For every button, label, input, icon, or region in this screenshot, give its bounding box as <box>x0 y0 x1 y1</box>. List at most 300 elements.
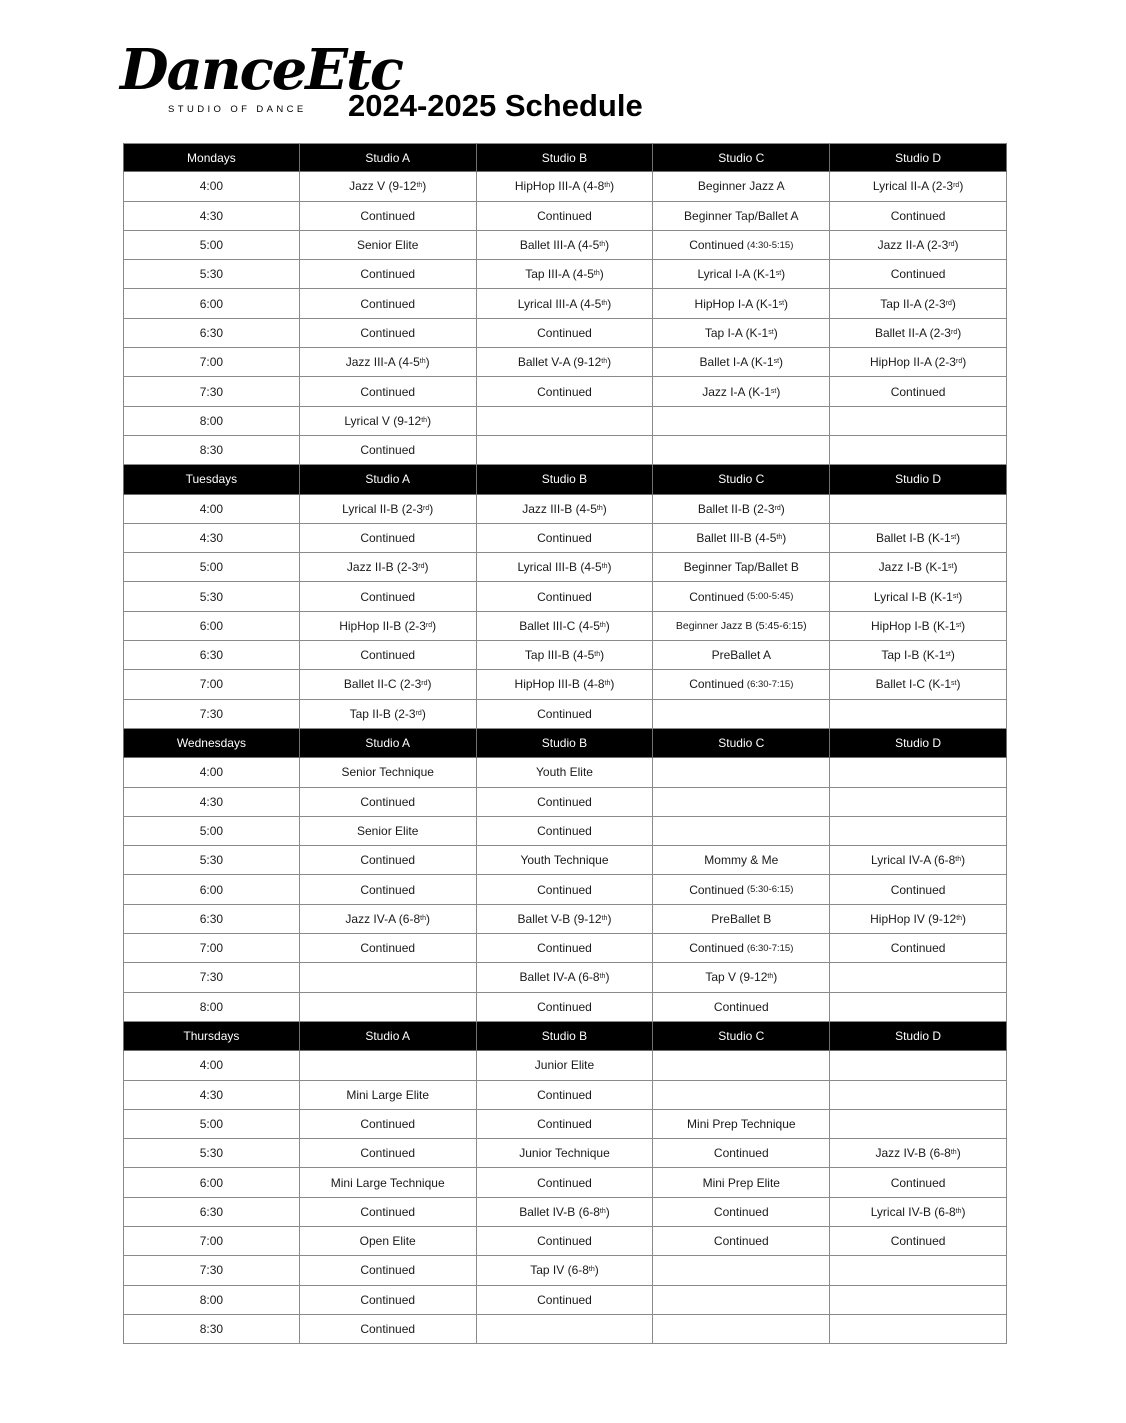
cell-text-end: ) <box>424 560 429 575</box>
class-cell: Ballet III-C (4-5 th ) <box>477 612 654 641</box>
class-cell: Tap II-A (2-3 rd ) <box>830 289 1007 318</box>
class-cell <box>300 1256 477 1285</box>
cell-text: Continued <box>360 794 416 809</box>
cell-text: 5:30 <box>199 267 224 282</box>
time-cell <box>123 1081 300 1110</box>
class-cell: Ballet II-A (2-3 rd ) <box>830 319 1007 348</box>
class-cell <box>477 436 654 465</box>
class-cell <box>477 934 654 963</box>
cell-text: Continued <box>537 823 592 838</box>
cell-text-end: ) <box>421 706 426 721</box>
class-cell <box>830 788 1007 817</box>
class-cell <box>300 436 477 465</box>
time-range-note: (6:30-7:15) <box>746 942 794 954</box>
class-cell <box>653 641 830 670</box>
class-cell <box>477 582 654 611</box>
cell-text: Tap II-B (2-3 <box>349 706 416 721</box>
schedule-row <box>123 612 1007 641</box>
class-cell <box>477 758 654 787</box>
day-header-row <box>123 465 1007 494</box>
schedule-row <box>123 817 1007 846</box>
class-cell <box>653 700 830 729</box>
class-cell <box>477 817 654 846</box>
class-cell <box>300 289 477 318</box>
studio-logo <box>120 37 402 118</box>
schedule-row <box>123 905 1007 934</box>
cell-text: Continued <box>689 589 744 604</box>
cell-text-end: ) <box>594 1263 599 1278</box>
class-cell <box>300 582 477 611</box>
cell-text-end: ) <box>425 911 430 926</box>
cell-text: Tap I-B (K-1 <box>881 648 946 663</box>
class-cell <box>830 875 1007 904</box>
class-cell <box>300 1227 477 1256</box>
class-cell <box>477 1315 654 1344</box>
schedule-row <box>123 202 1007 231</box>
day-header-row <box>123 729 1007 758</box>
class-cell <box>830 436 1007 465</box>
cell-text: HipHop III-B (4-8 <box>514 677 605 692</box>
cell-text: 7:30 <box>199 384 224 399</box>
cell-text: Continued <box>537 794 592 809</box>
cell-text: Continued <box>360 208 416 223</box>
cell-text-end: ) <box>427 677 432 692</box>
cell-text: Continued <box>890 882 946 897</box>
class-cell <box>830 377 1007 406</box>
time-range-note: (6:30-7:15) <box>746 678 794 690</box>
cell-text: Beginner Jazz A <box>697 179 785 194</box>
column-header-studio-b: Studio B <box>477 465 654 494</box>
class-cell <box>300 1081 477 1110</box>
cell-text: Continued <box>360 267 416 282</box>
cell-text: 5:00 <box>199 238 224 253</box>
cell-text-end: ) <box>951 296 956 311</box>
class-cell: Tap V (9-12 th ) <box>653 963 830 992</box>
cell-text-end: ) <box>961 618 966 633</box>
class-cell <box>653 934 830 963</box>
class-cell <box>477 1227 654 1256</box>
class-cell <box>300 202 477 231</box>
class-cell <box>653 1081 830 1110</box>
class-cell <box>830 202 1007 231</box>
class-cell <box>300 524 477 553</box>
class-cell: Lyrical II-B (2-3 rd ) <box>300 495 477 524</box>
time-cell <box>123 524 300 553</box>
cell-text-end: ) <box>962 911 967 926</box>
schedule-row <box>123 377 1007 406</box>
cell-text: 6:00 <box>199 296 224 311</box>
time-cell <box>123 641 300 670</box>
class-cell <box>653 993 830 1022</box>
time-cell <box>123 202 300 231</box>
time-cell <box>123 1198 300 1227</box>
class-cell: Tap IV (6-8 th ) <box>477 1256 654 1285</box>
class-cell <box>653 1227 830 1256</box>
cell-text: Jazz II-A (2-3 <box>877 238 949 253</box>
cell-text: Lyrical IV-B (6-8 <box>870 1204 956 1219</box>
column-header-studio-d: Studio D <box>830 1022 1007 1051</box>
class-cell: Jazz III-B (4-5 th ) <box>477 495 654 524</box>
class-cell: Ballet II-C (2-3 rd ) <box>300 670 477 699</box>
cell-text-end: ) <box>422 179 427 194</box>
cell-text: Ballet II-C (2-3 <box>343 677 422 692</box>
class-cell <box>653 1198 830 1227</box>
class-cell <box>653 875 830 904</box>
class-cell <box>830 1256 1007 1285</box>
cell-text-end: ) <box>780 501 785 516</box>
cell-text: Continued <box>890 208 946 223</box>
cell-text: Lyrical III-A (4-5 <box>517 296 602 311</box>
cell-text-end: ) <box>962 355 967 370</box>
cell-text-end: ) <box>602 501 607 516</box>
schedule-row <box>123 348 1007 377</box>
class-cell: Ballet IV-B (6-8 th ) <box>477 1198 654 1227</box>
column-header-studio-a: Studio A <box>300 143 477 172</box>
cell-text: PreBallet B <box>711 911 772 926</box>
class-cell: Tap I-A (K-1 st ) <box>653 319 830 348</box>
cell-text-end: ) <box>779 355 784 370</box>
time-cell <box>123 993 300 1022</box>
class-cell <box>830 1051 1007 1080</box>
schedule-row <box>123 553 1007 582</box>
cell-text: 6:00 <box>199 882 224 897</box>
schedule-row <box>123 875 1007 904</box>
cell-text: Tap V (9-12 <box>705 970 768 985</box>
class-cell <box>653 905 830 934</box>
class-cell <box>653 1110 830 1139</box>
cell-text: Continued <box>537 1234 592 1249</box>
cell-text: Continued <box>537 208 592 223</box>
cell-text: Lyrical II-A (2-3 <box>872 179 954 194</box>
cell-text: Continued <box>890 1234 946 1249</box>
cell-text-end: ) <box>776 384 781 399</box>
cell-text: Youth Elite <box>536 765 593 780</box>
cell-text: Continued <box>360 325 416 340</box>
cell-text-end: ) <box>605 1204 610 1219</box>
cell-text: Ballet I-B (K-1 <box>876 531 951 545</box>
schedule-row <box>123 289 1007 318</box>
class-cell <box>653 553 830 582</box>
cell-text-end: ) <box>605 970 610 985</box>
cell-text: Continued <box>537 999 592 1014</box>
time-cell <box>123 846 300 875</box>
cell-text: Tap III-B (4-5 <box>524 648 595 663</box>
schedule-row <box>123 788 1007 817</box>
class-cell: Lyrical III-B (4-5 th ) <box>477 553 654 582</box>
cell-text: Continued <box>713 1234 769 1249</box>
class-cell: Ballet IV-A (6-8 th ) <box>477 963 654 992</box>
class-cell <box>477 1081 654 1110</box>
cell-text: 5:00 <box>199 823 224 838</box>
class-cell <box>653 758 830 787</box>
time-cell <box>123 1315 300 1344</box>
cell-text: HipHop I-A (K-1 <box>694 296 779 311</box>
class-cell <box>830 1227 1007 1256</box>
cell-text-end: ) <box>956 1146 961 1161</box>
cell-text: Senior Elite <box>357 238 419 253</box>
column-header-time: Mondays <box>123 143 300 172</box>
cell-text: Jazz IV-A (6-8 <box>345 911 421 926</box>
class-cell <box>830 758 1007 787</box>
cell-text: 7:30 <box>199 970 224 985</box>
class-cell <box>830 1286 1007 1315</box>
cell-text: Continued <box>360 443 416 458</box>
cell-text: Continued <box>360 1322 416 1337</box>
column-header-studio-c: Studio C <box>653 143 830 172</box>
column-header-studio-a: Studio A <box>300 729 477 758</box>
class-cell: Ballet I-C (K-1 st ) <box>830 670 1007 699</box>
class-cell: Lyrical IV-B (6-8 th ) <box>830 1198 1007 1227</box>
time-cell <box>123 1256 300 1285</box>
logo-wordmark: DanceEtc <box>120 37 402 103</box>
cell-text-end: ) <box>956 677 961 692</box>
cell-text: 4:00 <box>199 179 224 194</box>
class-cell <box>477 788 654 817</box>
class-cell: HipHop I-B (K-1 st ) <box>830 612 1007 641</box>
schedule-row <box>123 846 1007 875</box>
class-cell <box>830 495 1007 524</box>
cell-text: Continued <box>689 238 744 253</box>
class-cell <box>830 934 1007 963</box>
class-cell: Jazz I-A (K-1 st ) <box>653 377 830 406</box>
cell-text: Beginner Tap/Ballet B <box>683 560 799 575</box>
cell-text: Junior Elite <box>534 1058 595 1073</box>
class-cell: Lyrical III-A (4-5 th ) <box>477 289 654 318</box>
cell-text: 4:00 <box>199 1058 224 1073</box>
cell-text: Jazz II-B (2-3 <box>346 560 419 575</box>
class-cell <box>653 612 830 641</box>
class-cell <box>653 670 830 699</box>
column-header-studio-d: Studio D <box>830 143 1007 172</box>
class-cell <box>830 407 1007 436</box>
cell-text: Continued <box>360 882 416 897</box>
class-cell <box>653 1315 830 1344</box>
column-header-studio-c: Studio C <box>653 1022 830 1051</box>
cell-text: HipHop IV (9-12 <box>870 911 957 926</box>
cell-text: Continued <box>689 941 744 956</box>
logo-tagline: STUDIO OF DANCE <box>168 104 307 115</box>
cell-text: Continued <box>689 882 744 897</box>
cell-text: Ballet II-A (2-3 <box>874 325 951 340</box>
cell-text: 7:30 <box>199 706 224 721</box>
cell-text: 8:00 <box>199 999 224 1014</box>
cell-text-end: ) <box>950 648 955 663</box>
class-cell <box>300 1110 477 1139</box>
time-cell <box>123 758 300 787</box>
time-cell <box>123 788 300 817</box>
cell-text-end: ) <box>605 618 610 633</box>
schedule-row <box>123 641 1007 670</box>
cell-text: Continued <box>360 296 416 311</box>
cell-text-end: ) <box>957 325 962 340</box>
class-cell <box>477 377 654 406</box>
class-cell: Ballet I-A (K-1 st ) <box>653 348 830 377</box>
cell-text: Jazz V (9-12 <box>349 179 417 194</box>
cell-text: Beginner Jazz B (5:45-6:15) <box>675 619 807 632</box>
class-cell <box>300 758 477 787</box>
cell-text: Continued <box>890 384 946 399</box>
cell-text-end: ) <box>429 501 434 516</box>
cell-text: 8:30 <box>199 443 224 458</box>
time-cell <box>123 319 300 348</box>
cell-text: Jazz I-A (K-1 <box>702 384 771 399</box>
cell-text: 6:30 <box>199 648 224 663</box>
class-cell <box>653 172 830 201</box>
time-cell <box>123 553 300 582</box>
cell-text: Ballet III-A (4-5 <box>519 238 600 253</box>
class-cell: Ballet V-B (9-12 th ) <box>477 905 654 934</box>
class-cell: Lyrical V (9-12 th ) <box>300 407 477 436</box>
class-cell <box>653 407 830 436</box>
class-cell <box>300 788 477 817</box>
time-cell <box>123 817 300 846</box>
class-cell <box>300 319 477 348</box>
class-cell <box>300 993 477 1022</box>
class-cell <box>300 377 477 406</box>
cell-text: 4:30 <box>199 531 224 545</box>
cell-text: Continued <box>890 1175 946 1190</box>
class-cell <box>300 260 477 289</box>
class-cell <box>830 1081 1007 1110</box>
time-cell <box>123 1168 300 1197</box>
cell-text: Continued <box>537 1175 592 1190</box>
cell-text: Ballet II-B (2-3 <box>697 501 775 516</box>
column-header-time: Tuesdays <box>123 465 300 494</box>
class-cell: HipHop IV (9-12 th ) <box>830 905 1007 934</box>
cell-text: Continued <box>890 941 946 956</box>
schedule-row <box>123 172 1007 201</box>
schedule-row <box>123 1081 1007 1110</box>
cell-text: HipHop III-A (4-8 <box>514 179 605 194</box>
cell-text: PreBallet A <box>711 648 771 663</box>
day-header-row <box>123 1022 1007 1051</box>
cell-text: Ballet I-C (K-1 <box>875 677 952 692</box>
cell-text-end: ) <box>959 179 964 194</box>
class-cell <box>477 524 654 553</box>
cell-text: Jazz I-B (K-1 <box>878 560 949 575</box>
cell-text: Continued <box>360 1292 416 1307</box>
time-range-note: (5:00-5:45) <box>746 591 794 603</box>
class-cell: HipHop I-A (K-1 st ) <box>653 289 830 318</box>
schedule-row <box>123 993 1007 1022</box>
cell-text-end: ) <box>784 296 789 311</box>
schedule-row <box>123 1139 1007 1168</box>
time-cell <box>123 582 300 611</box>
class-cell: Ballet V-A (9-12 th ) <box>477 348 654 377</box>
cell-text-end: ) <box>607 911 612 926</box>
time-cell <box>123 905 300 934</box>
time-cell <box>123 1227 300 1256</box>
cell-text: Continued <box>537 531 592 545</box>
column-header-studio-d: Studio D <box>830 465 1007 494</box>
cell-text: Mini Large Elite <box>346 1087 430 1102</box>
schedule-row <box>123 1168 1007 1197</box>
column-header-studio-b: Studio B <box>477 1022 654 1051</box>
cell-text: Lyrical II-B (2-3 <box>342 501 424 516</box>
column-header-studio-b: Studio B <box>477 729 654 758</box>
column-header-studio-c: Studio C <box>653 465 830 494</box>
schedule-row <box>123 1110 1007 1139</box>
class-cell <box>300 1286 477 1315</box>
cell-text: 8:00 <box>199 1292 224 1307</box>
cell-text: 5:30 <box>199 1146 224 1161</box>
class-cell <box>830 1315 1007 1344</box>
class-cell <box>300 846 477 875</box>
class-cell <box>477 700 654 729</box>
cell-text: 6:00 <box>199 1175 224 1190</box>
time-cell <box>123 289 300 318</box>
class-cell <box>477 407 654 436</box>
cell-text: Ballet V-A (9-12 <box>517 355 602 370</box>
cell-text: Mommy & Me <box>704 853 779 868</box>
cell-text: 8:00 <box>199 413 224 428</box>
class-cell <box>477 202 654 231</box>
cell-text-end: ) <box>610 179 615 194</box>
cell-text: Continued <box>360 853 416 868</box>
time-cell <box>123 875 300 904</box>
cell-text-end: ) <box>782 531 787 545</box>
class-cell: Tap I-B (K-1 st ) <box>830 641 1007 670</box>
schedule-row <box>123 1256 1007 1285</box>
schedule-row <box>123 260 1007 289</box>
class-cell <box>300 963 477 992</box>
schedule-row <box>123 963 1007 992</box>
cell-text: Tap IV (6-8 <box>530 1263 589 1278</box>
cell-text: 5:30 <box>199 589 224 604</box>
cell-text-end: ) <box>961 1204 966 1219</box>
cell-text: 5:00 <box>199 560 224 575</box>
cell-text: HipHop II-B (2-3 <box>339 618 426 633</box>
cell-text: 7:00 <box>199 677 224 692</box>
class-cell <box>477 875 654 904</box>
cell-text: Continued <box>360 648 416 663</box>
time-cell <box>123 172 300 201</box>
cell-text: Continued <box>890 267 946 282</box>
time-cell <box>123 377 300 406</box>
cell-text: Tap II-A (2-3 <box>880 296 946 311</box>
cell-text: Continued <box>537 589 592 604</box>
schedule-row <box>123 231 1007 260</box>
cell-text: Mini Large Technique <box>330 1175 445 1190</box>
class-cell: HipHop III-B (4-8 th ) <box>477 670 654 699</box>
cell-text: Continued <box>360 1116 416 1131</box>
class-cell <box>477 1110 654 1139</box>
schedule-row <box>123 407 1007 436</box>
class-cell: Lyrical I-B (K-1 st ) <box>830 582 1007 611</box>
cell-text: Continued <box>537 1087 592 1102</box>
time-range-note: (4:30-5:15) <box>746 239 794 251</box>
class-cell: Jazz III-A (4-5 th ) <box>300 348 477 377</box>
class-cell <box>653 788 830 817</box>
cell-text: 4:30 <box>199 794 224 809</box>
time-range-note: (5:30-6:15) <box>746 884 794 896</box>
cell-text: 6:30 <box>199 325 224 340</box>
schedule-row <box>123 1286 1007 1315</box>
column-header-studio-a: Studio A <box>300 1022 477 1051</box>
class-cell <box>653 1051 830 1080</box>
class-cell: Lyrical II-A (2-3 rd ) <box>830 172 1007 201</box>
column-header-studio-b: Studio B <box>477 143 654 172</box>
class-cell: Lyrical IV-A (6-8 th ) <box>830 846 1007 875</box>
cell-text: Tap I-A (K-1 <box>704 325 769 340</box>
cell-text: 4:30 <box>199 1087 224 1102</box>
cell-text-end: ) <box>607 296 612 311</box>
cell-text-end: ) <box>432 618 437 633</box>
page-title: 2024-2025 Schedule <box>348 88 643 123</box>
class-cell <box>653 1139 830 1168</box>
cell-text: Continued <box>360 589 416 604</box>
cell-text-end: ) <box>610 677 615 692</box>
